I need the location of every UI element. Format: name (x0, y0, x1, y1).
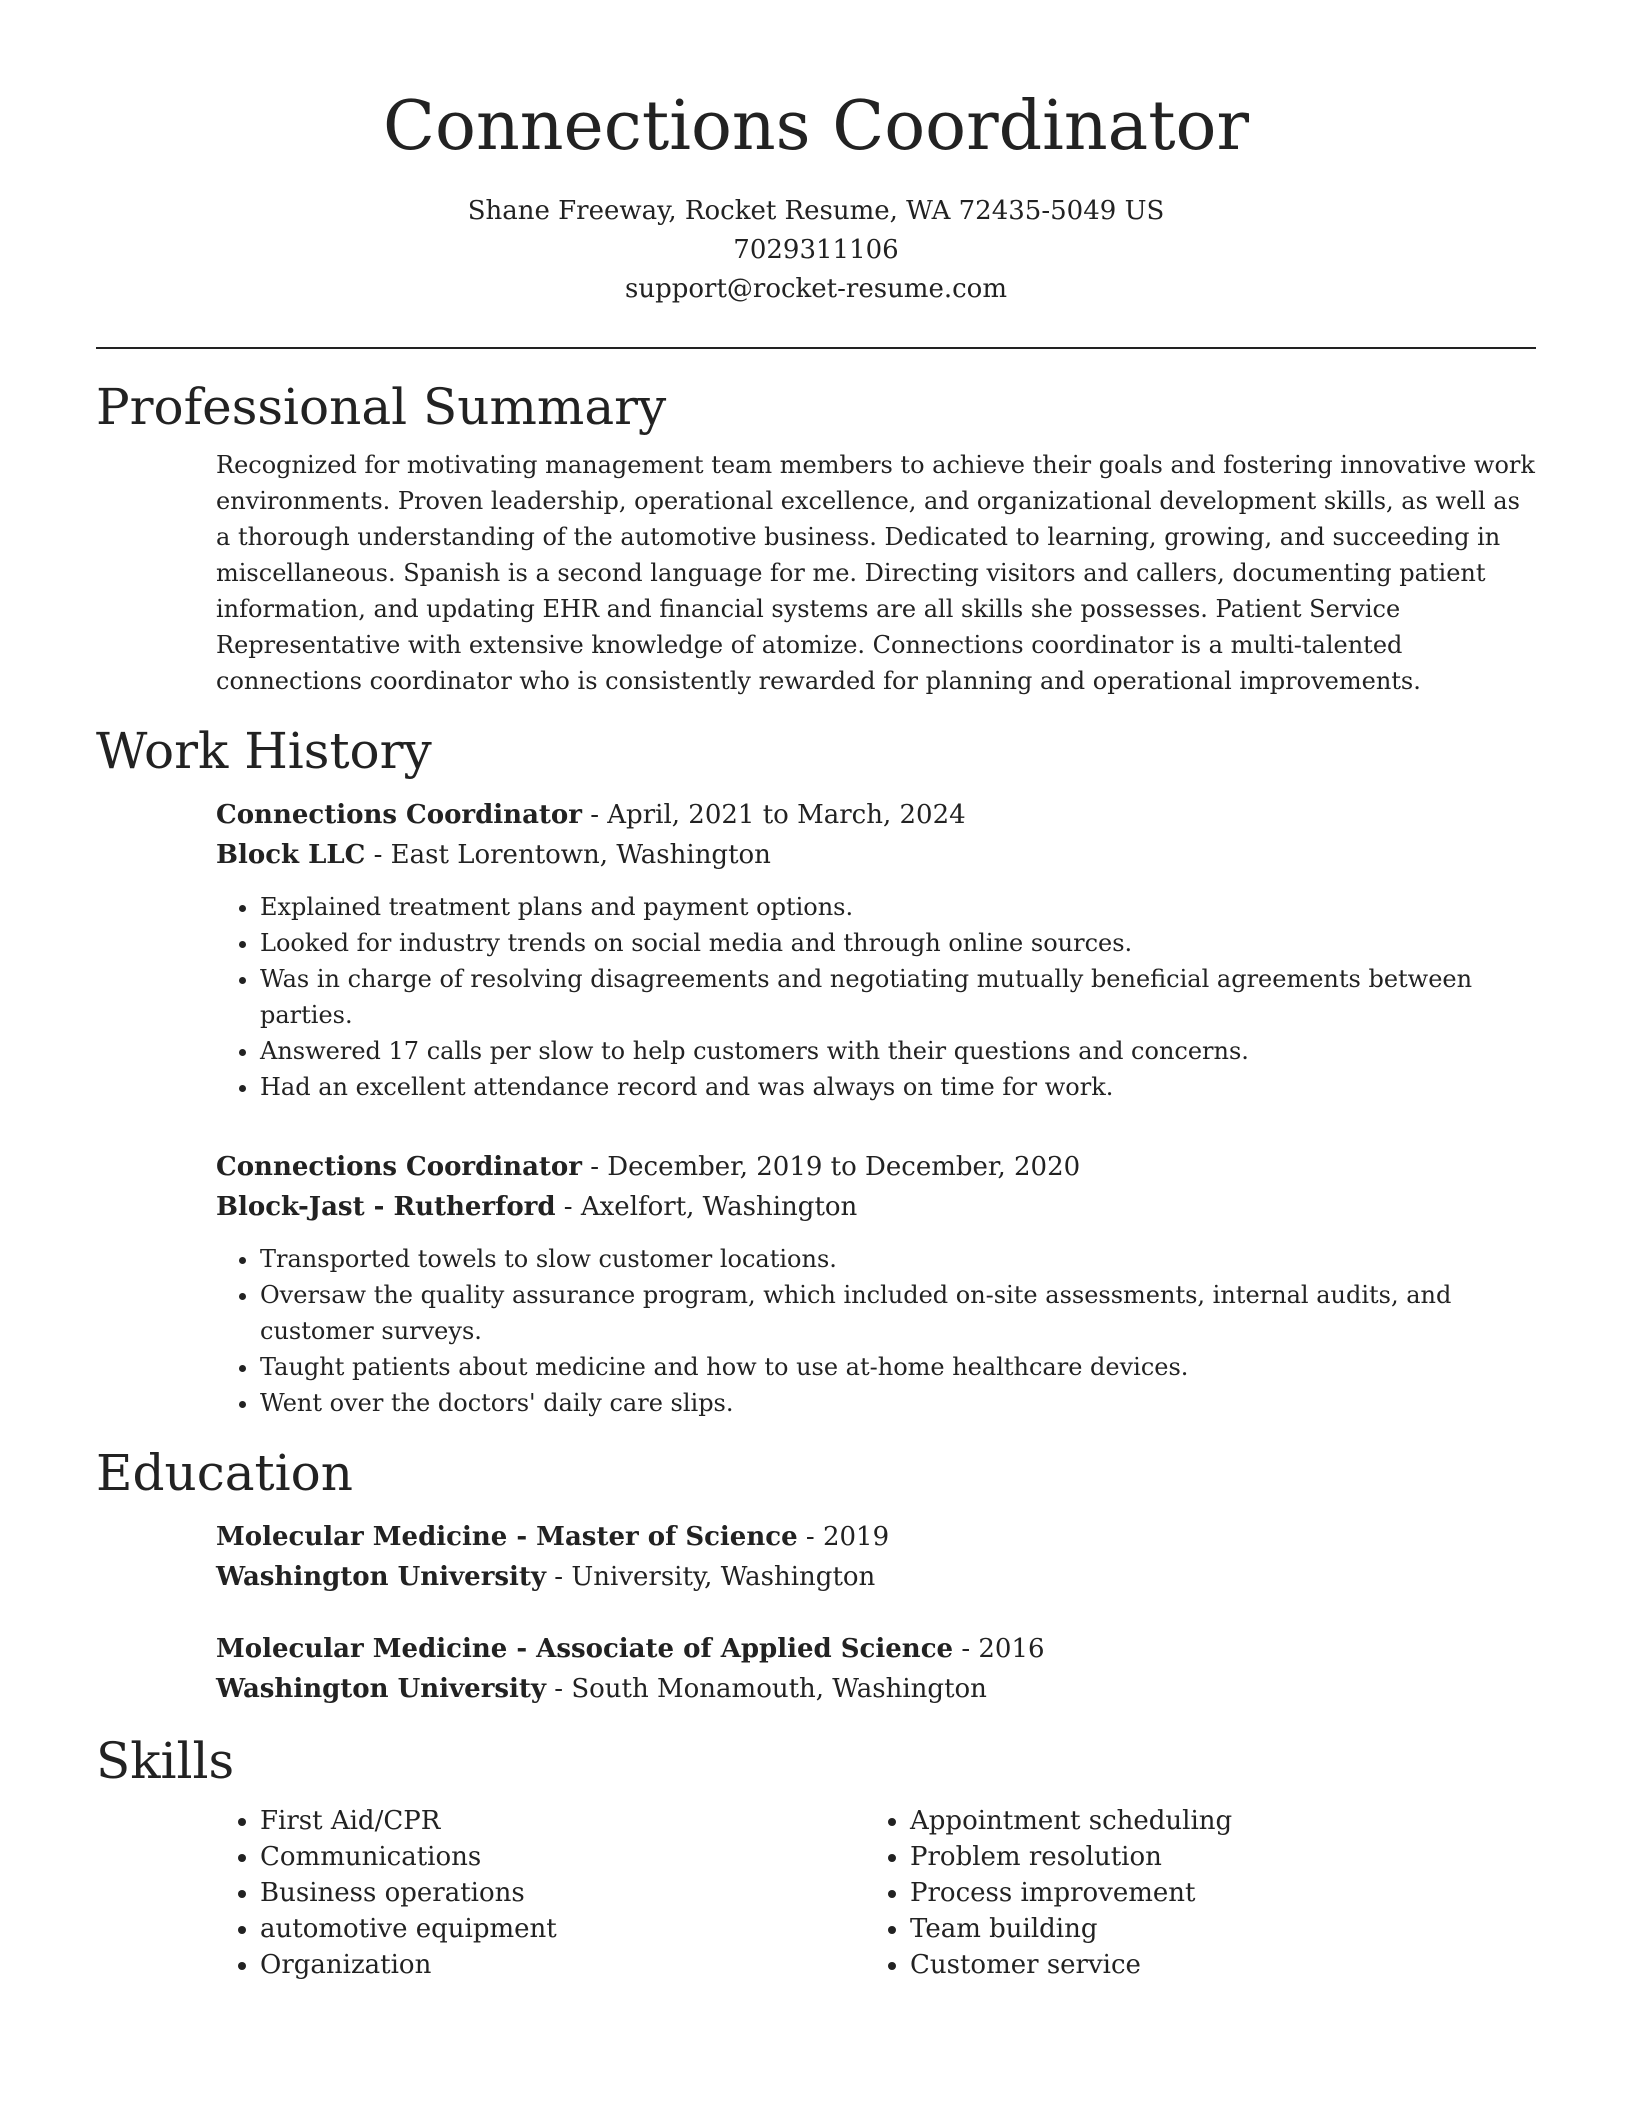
list-item: • Transported towels to slow customer locations. (260, 1241, 1536, 1277)
list-item: • Was in charge of resolving disagreements and negotiating mutually beneficial agreements between parties. (260, 961, 1536, 1033)
skills-section (96, 1729, 1536, 1983)
education-school-line (216, 1669, 1536, 1709)
job-location: - Axelfort, Washington (555, 1192, 858, 1222)
job-location: - East Lorentown, Washington (365, 840, 771, 870)
list-item: • First Aid/CPR (260, 1803, 866, 1839)
skills-list (866, 1803, 1516, 1983)
skills-list (216, 1803, 866, 1983)
job-duties-list (216, 889, 1536, 1105)
job-position-line (216, 795, 1536, 835)
education-entry (216, 1629, 1536, 1709)
summary-section (96, 375, 1536, 699)
contact-block (96, 192, 1536, 309)
list-item: • Business operations (260, 1875, 866, 1911)
education-degree: Molecular Medicine - Associate of Applied Science (216, 1634, 954, 1664)
education-degree-line (216, 1517, 1536, 1557)
job-company-line (216, 835, 1536, 875)
list-item: • Oversaw the quality assurance program, which included on-site assessments, internal audits, and customer surveys. (260, 1277, 1536, 1349)
header-divider (96, 347, 1536, 349)
list-item: • Customer service (910, 1947, 1516, 1983)
skills-heading: Skills (96, 1732, 235, 1790)
list-item: • Problem resolution (910, 1839, 1516, 1875)
job-position-line (216, 1147, 1536, 1187)
contact-phone: 7029311106 (733, 235, 899, 265)
education-entry (216, 1517, 1536, 1597)
job-company: Block LLC (216, 840, 366, 870)
job-entry (216, 1147, 1536, 1421)
job-dates: - December, 2019 to December, 2020 (581, 1152, 1081, 1182)
skills-column-left (216, 1803, 866, 1983)
education-degree-line (216, 1629, 1536, 1669)
list-item: • Team building (910, 1911, 1516, 1947)
list-item: • Appointment scheduling (910, 1803, 1516, 1839)
job-duties-list (216, 1241, 1536, 1421)
list-item: • automotive equipment (260, 1911, 866, 1947)
education-location: - University, Washington (546, 1562, 876, 1592)
contact-email: support@rocket-resume.com (624, 274, 1007, 304)
education-section (96, 1441, 1536, 1709)
summary-text: Recognized for motivating management team members to achieve their goals and fostering innovative work environments. Proven leadership, operational excellence, and organizational development skills, as well as a thorough understanding of the automotive business. Dedicated to learning, growing, and succeeding in miscellaneous. Spanish is a second language for me. Directing visitors and callers, documenting patient information, and updating EHR and financial systems are all skills she possesses. Patient Service Representative with extensive knowledge of atomize. Connections coordinator is a multi-talented connections coordinator who is consistently rewarded for planning and operational improvements. (216, 451, 1535, 695)
education-heading: Education (96, 1444, 353, 1502)
job-company: Block-Jast - Rutherford (216, 1192, 556, 1222)
skills-column-right (866, 1803, 1516, 1983)
skills-columns (96, 1803, 1536, 1983)
list-item: • Explained treatment plans and payment options. (260, 889, 1536, 925)
candidate-title: Connections Coordinator (382, 87, 1249, 166)
work-history-section (96, 719, 1536, 1421)
list-item: • Went over the doctors' daily care slips. (260, 1385, 1536, 1421)
education-year: - 2016 (953, 1634, 1045, 1664)
resume-page (96, 0, 1536, 1983)
summary-heading: Professional Summary (96, 378, 667, 436)
job-entry (216, 795, 1536, 1105)
list-item: • Organization (260, 1947, 866, 1983)
list-item: • Answered 17 calls per slow to help customers with their questions and concerns. (260, 1033, 1536, 1069)
job-company-line (216, 1187, 1536, 1227)
list-item: • Taught patients about medicine and how to use at-home healthcare devices. (260, 1349, 1536, 1385)
education-year: - 2019 (797, 1522, 890, 1552)
contact-address: Shane Freeway, Rocket Resume, WA 72435-5049 US (467, 196, 1165, 226)
list-item: • Had an excellent attendance record and was always on time for work. (260, 1069, 1536, 1105)
education-school-line (216, 1557, 1536, 1597)
resume-header (96, 0, 1536, 309)
education-school: Washington University (216, 1562, 547, 1592)
education-school: Washington University (216, 1674, 547, 1704)
work-history-heading: Work History (96, 722, 432, 780)
job-dates: - April, 2021 to March, 2024 (581, 800, 966, 830)
list-item: • Looked for industry trends on social media and through online sources. (260, 925, 1536, 961)
list-item: • Communications (260, 1839, 866, 1875)
list-item: • Process improvement (910, 1875, 1516, 1911)
education-location: - South Monamouth, Washington (546, 1674, 987, 1704)
job-position: Connections Coordinator (216, 1152, 582, 1182)
job-position: Connections Coordinator (216, 800, 582, 830)
education-degree: Molecular Medicine - Master of Science (216, 1522, 798, 1552)
